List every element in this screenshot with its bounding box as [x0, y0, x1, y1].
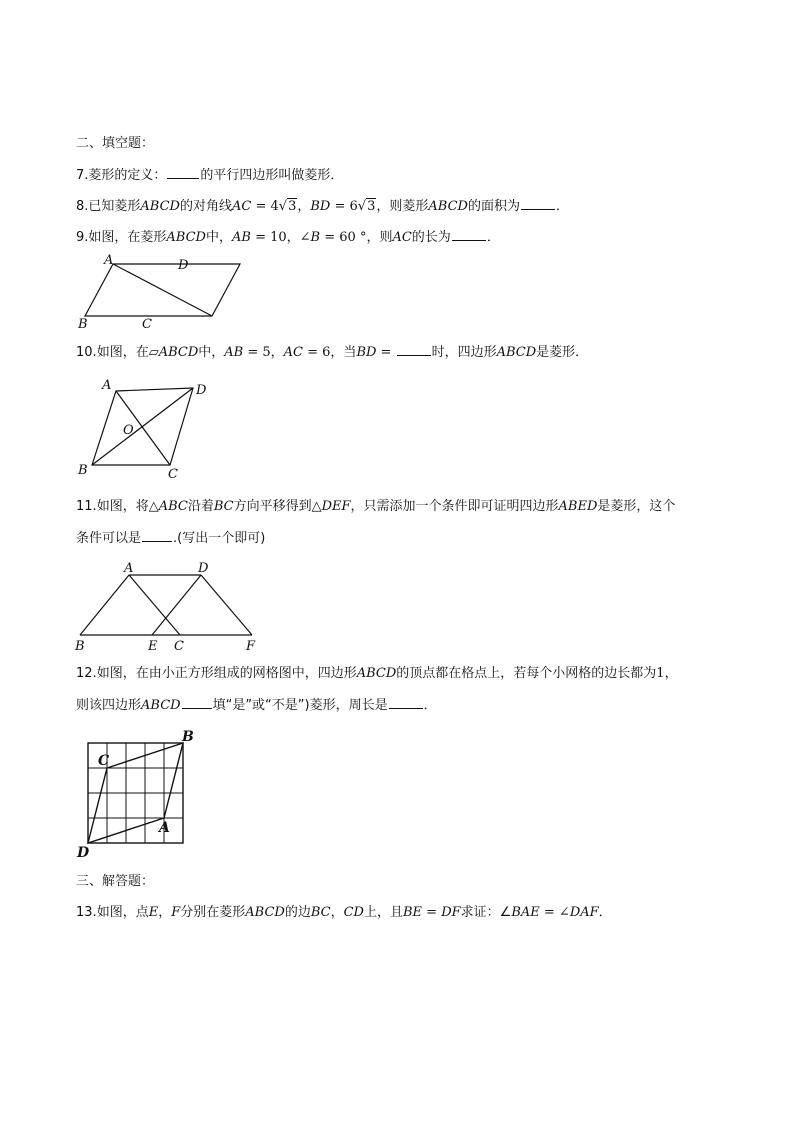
question-13: 13.如图，点E，F分别在菱形ABCD的边BC，CD上，且BE = DF求证：∠BAE = ∠DAF． — [76, 905, 612, 920]
segment-df — [201, 575, 252, 635]
figure-parallelogram-q10 — [70, 372, 220, 482]
vertex-label-b: B — [78, 317, 88, 332]
vertex-label-a: A — [104, 253, 114, 268]
vertex-label-d: D — [178, 258, 189, 273]
answer-blank[interactable] — [389, 696, 423, 709]
answer-blank[interactable] — [167, 166, 199, 179]
vertex-label-b: B — [78, 463, 88, 478]
question-12-line-2: 则该四边形ABCD 填“是”或“不是”)菱形，周长是 ． — [76, 698, 437, 713]
section-heading-solutions: 三、解答题： — [76, 874, 155, 889]
diagonal-bd — [92, 388, 193, 465]
vertex-label-d: D — [196, 383, 207, 398]
answer-blank[interactable] — [182, 696, 212, 709]
vertex-label-b: B — [182, 729, 194, 745]
vertex-label-c: C — [142, 317, 152, 332]
vertex-label-f: F — [246, 639, 256, 654]
sqrt-expression: √3 — [278, 199, 297, 214]
vertex-label-d: D — [198, 561, 209, 576]
segment-ab — [80, 575, 129, 635]
question-9: 9.如图，在菱形ABCD中，AB = 10，∠B = 60 °，则AC的长为 ． — [76, 230, 500, 245]
vertex-label-a: A — [124, 561, 134, 576]
section-heading-fill-in: 二、填空题： — [76, 136, 155, 151]
question-7: 7.菱形的定义： 的平行四边形叫做菱形． — [76, 168, 344, 183]
vertex-label-o: O — [123, 423, 134, 438]
question-10: 10.如图，在▱ABCD中，AB = 5，AC = 6，当BD = 时，四边形ABCD是菱形． — [76, 345, 589, 360]
segment-ac — [129, 575, 180, 635]
vertex-label-c: C — [174, 639, 184, 654]
question-12-line-1: 12.如图，在由小正方形组成的网格图中，四边形ABCD的顶点都在格点上，若每个小网格的边长都为1， — [76, 666, 678, 681]
diagonal-ac — [113, 264, 212, 316]
vertex-label-c: C — [98, 753, 110, 769]
vertex-label-c: C — [168, 467, 178, 482]
answer-blank[interactable] — [397, 343, 431, 356]
question-8: 8.已知菱形ABCD的对角线AC = 4√3，BD = 6√3，则菱形ABCD的面积为 ． — [76, 199, 569, 214]
vertex-label-b: B — [75, 639, 85, 654]
vertex-label-d: D — [77, 845, 90, 861]
segment-de — [152, 575, 201, 635]
figure-grid-q12 — [72, 725, 202, 860]
question-11-line-2: 条件可以是 .(写出一个即可) — [76, 531, 266, 546]
vertex-label-a: A — [159, 820, 170, 836]
question-11-line-1: 11.如图，将△ABC沿着BC方向平移得到△DEF，只需添加一个条件即可证明四边形ABED是菱形，这个 — [76, 499, 676, 514]
answer-blank[interactable] — [142, 529, 172, 542]
answer-blank[interactable] — [521, 197, 555, 210]
figure-rhombus-q9 — [70, 250, 210, 335]
vertex-label-a: A — [102, 378, 112, 393]
sqrt-expression: √3 — [357, 199, 376, 214]
vertex-label-e: E — [148, 639, 158, 654]
figure-translation-q11 — [70, 560, 270, 655]
answer-blank[interactable] — [452, 228, 486, 241]
